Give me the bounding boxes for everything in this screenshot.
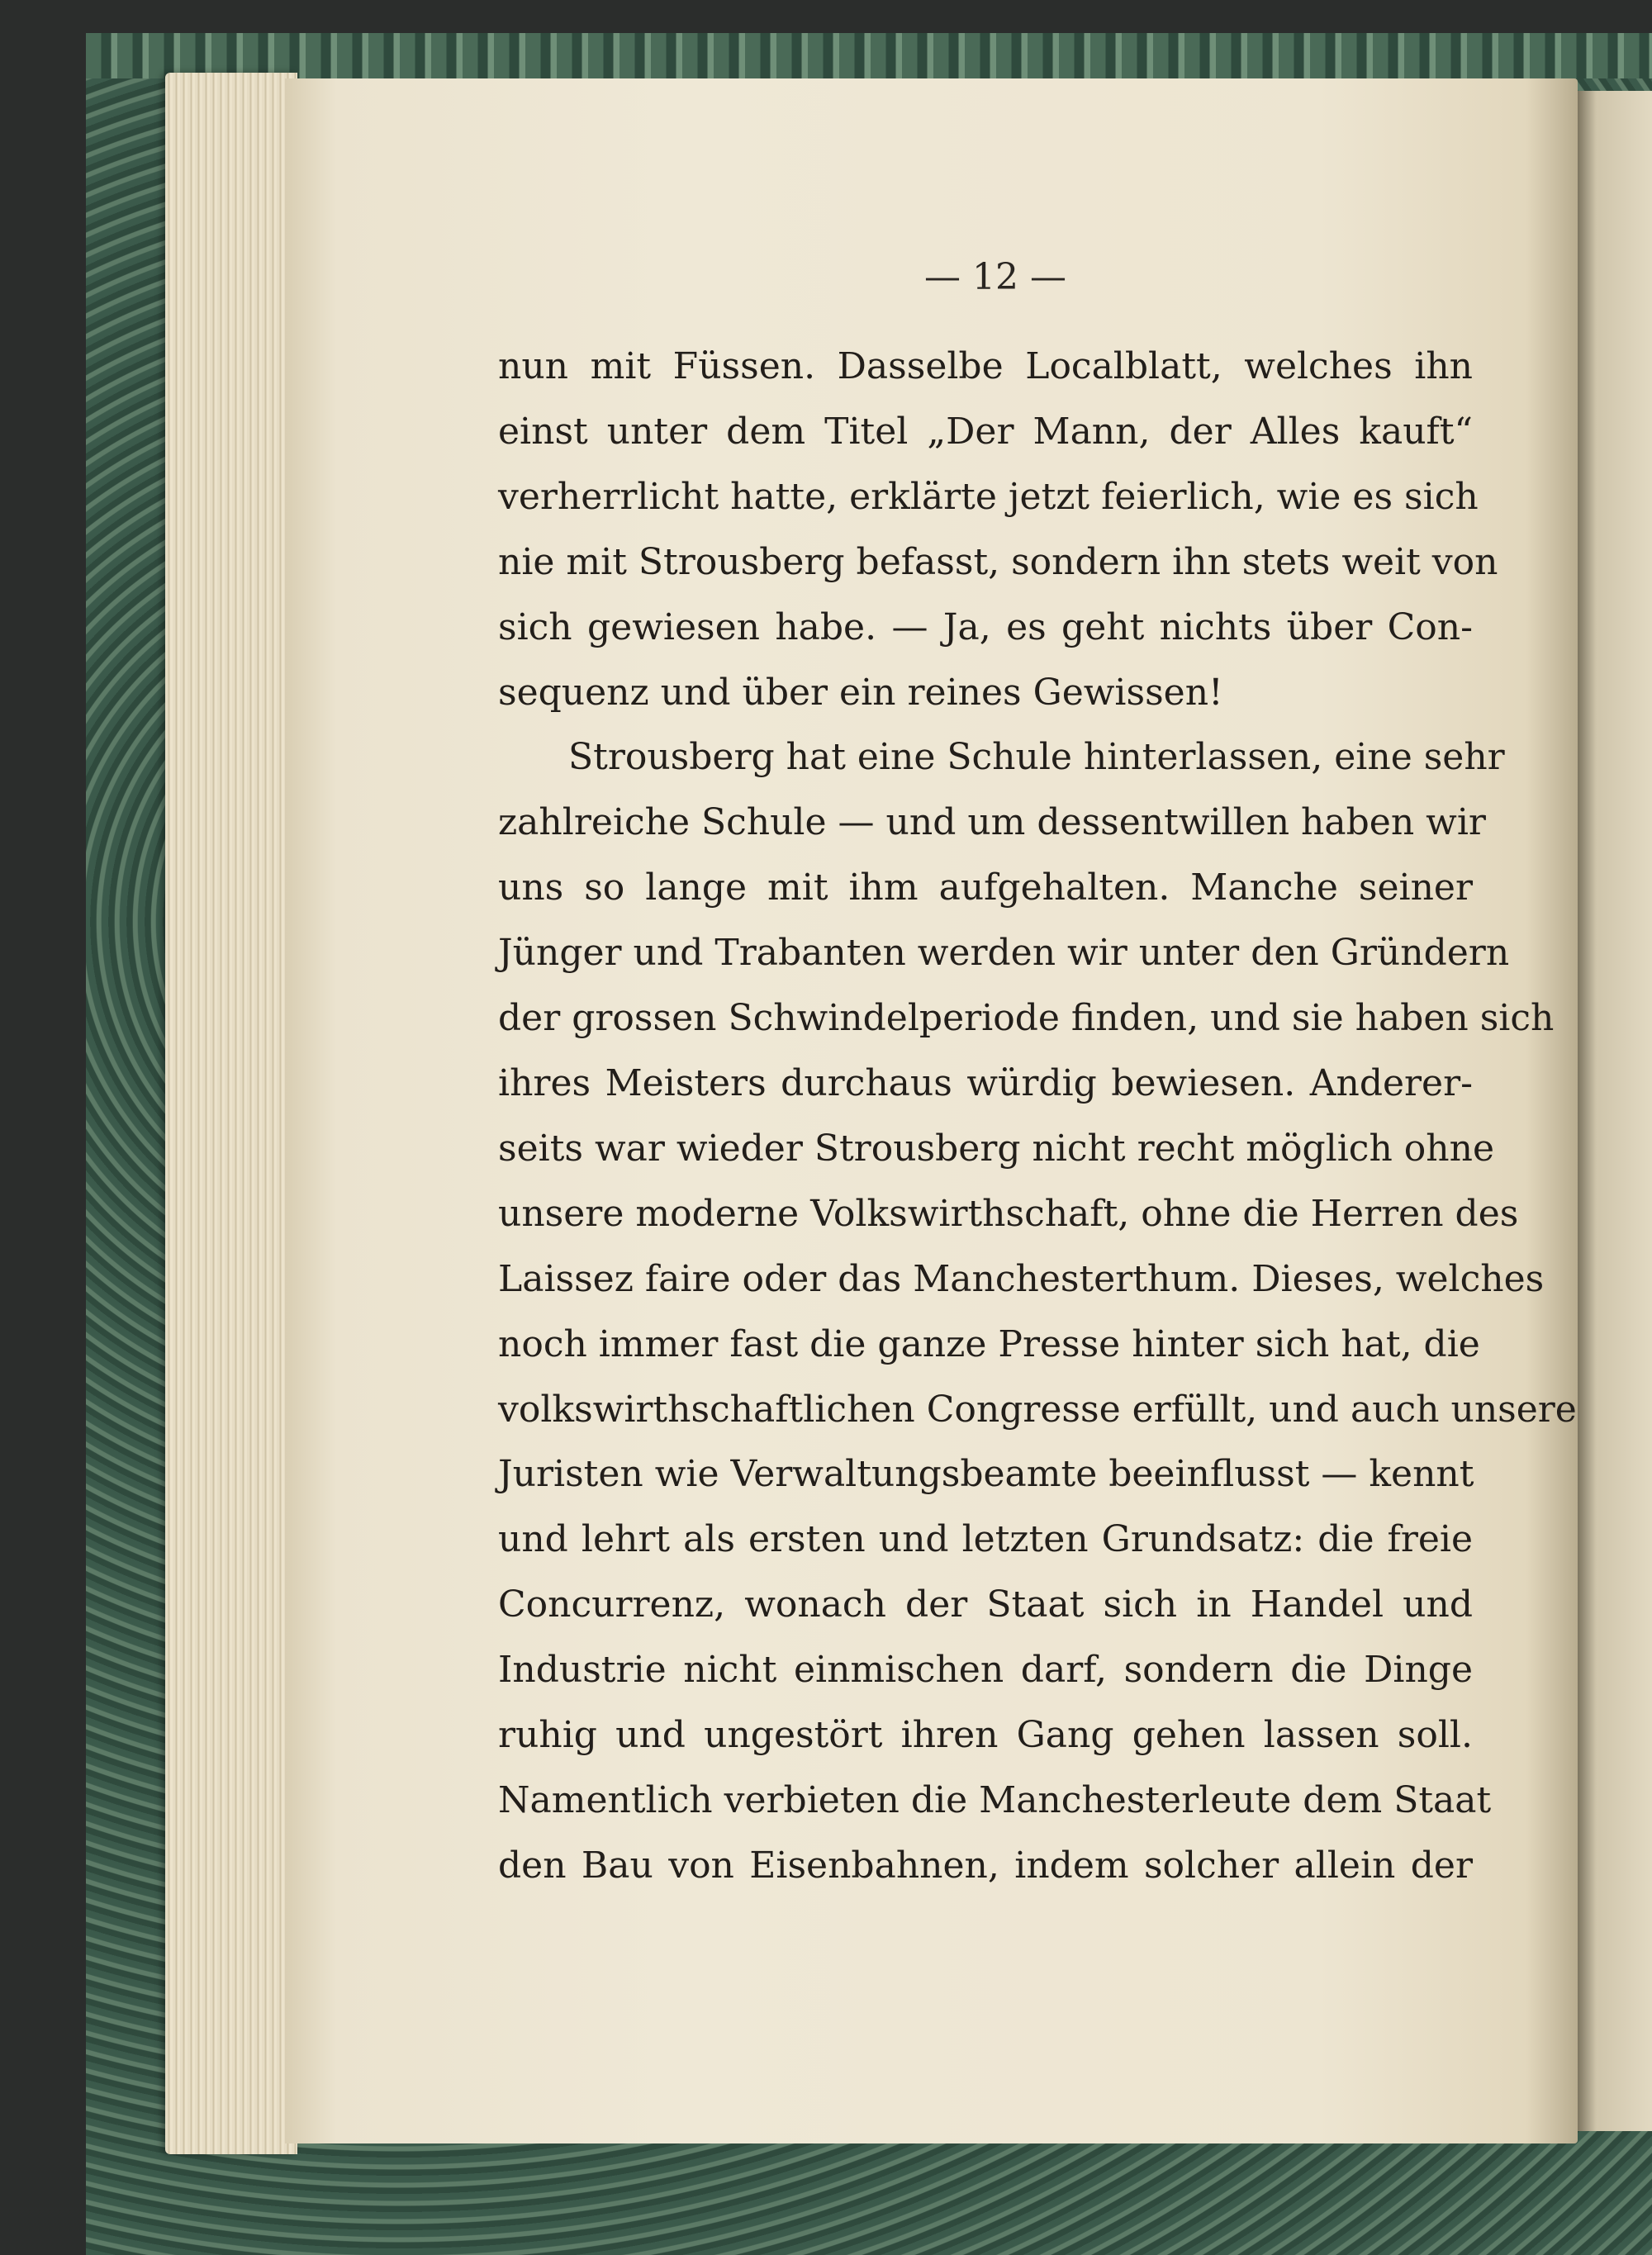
text-line: ihres Meisters durchaus würdig bewiesen. Anderer- [498, 1061, 1473, 1104]
text-line: noch immer fast die ganze Presse hinter sich hat, die [498, 1322, 1480, 1365]
body-text [498, 335, 1577, 1899]
facing-page-edge [1578, 91, 1652, 2131]
text-line: Juristen wie Verwaltungsbeamte beeinflusst — kennt [498, 1453, 1474, 1496]
text-line: und lehrt als ersten und letzten Grundsatz: die freie [498, 1518, 1473, 1561]
text-line: einst unter dem Titel „Der Mann, der Alles kauft“ [498, 410, 1473, 453]
text-line: unsere moderne Volkswirthschaft, ohne die Herren des [498, 1192, 1519, 1235]
text-line: volkswirthschaftlichen Congresse erfüllt, und auch unsere [498, 1388, 1577, 1431]
text-line: Namentlich verbieten die Manchesterleute dem Staat [498, 1778, 1492, 1821]
text-line: uns so lange mit ihm aufgehalten. Manche seiner [498, 866, 1473, 909]
text-line: den Bau von Eisenbahnen, indem solcher allein der [498, 1844, 1473, 1887]
text-line: ruhig und ungestört ihren Gang gehen lassen soll. [498, 1714, 1473, 1757]
book-cover-top-edge [86, 33, 1652, 78]
text-line: seits war wieder Strousberg nicht recht möglich ohne [498, 1127, 1494, 1170]
text-line: sich gewiesen habe. — Ja, es geht nichts über Con- [498, 605, 1473, 648]
page-edges-stack [165, 73, 297, 2154]
text-line: Industrie nicht einmischen darf, sondern die Dinge [498, 1649, 1473, 1692]
text-line: Laissez faire oder das Manchesterthum. Dieses, welches [498, 1257, 1545, 1300]
text-line: Strousberg hat eine Schule hinterlassen, eine sehr [568, 736, 1505, 779]
page-number: — 12 — [924, 256, 1066, 298]
text-line: verherrlicht hatte, erklärte jetzt feierlich, wie es sich [498, 475, 1479, 518]
text-line: zahlreiche Schule — und um dessentwillen haben wir [498, 801, 1486, 844]
text-line: Concurrenz, wonach der Staat sich in Handel und [498, 1583, 1473, 1626]
text-line: der grossen Schwindelperiode finden, und sie haben sich [498, 997, 1555, 1040]
text-line: Jünger und Trabanten werden wir unter den Gründern [498, 932, 1510, 975]
text-line: nun mit Füssen. Dasselbe Localblatt, welches ihn [498, 345, 1473, 387]
text-line: sequenz und über ein reines Gewissen! [498, 671, 1223, 714]
text-line: nie mit Strousberg befasst, sondern ihn stets weit von [498, 540, 1498, 583]
